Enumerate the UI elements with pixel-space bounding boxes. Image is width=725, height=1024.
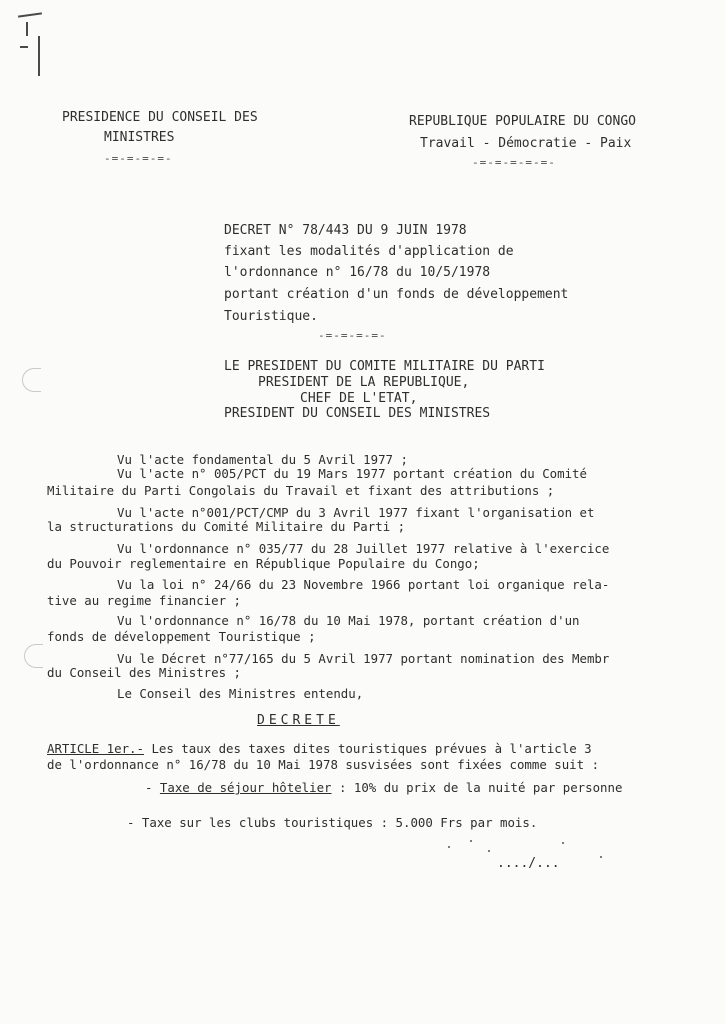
article-item: - Taxe sur les clubs touristiques : 5.000 Frs par mois.	[127, 815, 538, 830]
decree-subtitle-line: Touristique.	[224, 309, 318, 324]
visa-line: Vu l'ordonnance n° 035/77 du 28 Juillet 1977 relative à l'exercice	[117, 541, 610, 556]
visa-line: Vu l'ordonnance n° 16/78 du 10 Mai 1978, portant création d'un	[117, 613, 580, 628]
title-separator: -=-=-=-=-	[318, 329, 387, 342]
article-line	[47, 741, 592, 757]
article-text: Les taux des taxes dites touristiques prévues à l'article 3	[143, 741, 592, 756]
authority-line: PRESIDENT DU CONSEIL DES MINISTRES	[224, 406, 491, 421]
decree-subtitle-line: l'ordonnance n° 16/78 du 10/5/1978	[224, 265, 491, 280]
decree-subtitle-line: portant création d'un fonds de développement	[224, 287, 569, 302]
decree-subtitle-line: fixant les modalités d'application de	[224, 244, 514, 259]
authority-line: CHEF DE L'ETAT,	[300, 391, 418, 406]
ink-speck	[470, 840, 472, 842]
punch-hole	[22, 368, 41, 392]
margin-tick	[20, 46, 28, 48]
ink-speck	[600, 856, 602, 858]
visa-line: Militaire du Parti Congolais du Travail et fixant des attributions ;	[47, 483, 555, 498]
visa-line: Le Conseil des Ministres entendu,	[117, 686, 364, 701]
article-line: de l'ordonnance n° 16/78 du 10 Mai 1978 susvisées sont fixées comme suit :	[47, 757, 600, 772]
visa-line: Vu l'acte n° 005/PCT du 19 Mars 1977 portant création du Comité	[117, 466, 587, 481]
authority-line: PRESIDENT DE LA REPUBLIQUE,	[258, 375, 470, 390]
punch-hole	[24, 644, 43, 668]
visa-line: tive au regime financier ;	[47, 593, 241, 608]
visa-line: du Conseil des Ministres ;	[47, 665, 241, 680]
header-left-line2: MINISTRES	[104, 130, 175, 145]
header-right-line2: Travail - Démocratie - Paix	[420, 136, 632, 151]
header-right-line1: REPUBLIQUE POPULAIRE DU CONGO	[409, 114, 636, 129]
corner-mark	[18, 12, 42, 17]
visa-line: Vu l'acte n°001/PCT/CMP du 3 Avril 1977 fixant l'organisation et	[117, 505, 595, 520]
header-right-separator: -=-=-=-=-=-	[472, 156, 556, 169]
decree-title: DECRET N° 78/443 DU 9 JUIN 1978	[224, 223, 467, 238]
header-left-line1: PRESIDENCE DU CONSEIL DES	[62, 110, 258, 125]
article-label: ARTICLE 1er.-	[47, 741, 144, 756]
continuation-mark: ..../...	[497, 856, 560, 871]
header-left-separator: -=-=-=-=-	[104, 152, 173, 165]
visa-line: du Pouvoir reglementaire en République Populaire du Congo;	[47, 556, 480, 571]
visa-line: fonds de développement Touristique ;	[47, 629, 316, 644]
decrete-heading: DECRETE	[257, 713, 340, 728]
visa-line: Vu l'acte fondamental du 5 Avril 1977 ;	[117, 452, 408, 467]
ink-speck	[488, 850, 490, 852]
ink-speck	[448, 846, 450, 848]
authority-line: LE PRESIDENT DU COMITE MILITAIRE DU PARTI	[224, 359, 545, 374]
ink-speck	[562, 842, 564, 844]
item-label: Taxe de séjour hôtelier	[159, 780, 332, 795]
margin-tick	[38, 36, 40, 76]
visa-line: Vu le Décret n°77/165 du 5 Avril 1977 portant nomination des Membr	[117, 651, 610, 666]
visa-line: la structurations du Comité Militaire du Parti ;	[47, 519, 406, 534]
visa-line: Vu la loi n° 24/66 du 23 Novembre 1966 portant loi organique rela-	[117, 577, 610, 592]
item-value: : 10% du prix de la nuité par personne	[331, 780, 623, 795]
article-item: - Taxe de séjour hôtelier : 10% du prix de la nuité par personne	[145, 780, 623, 795]
corner-mark	[26, 22, 28, 36]
